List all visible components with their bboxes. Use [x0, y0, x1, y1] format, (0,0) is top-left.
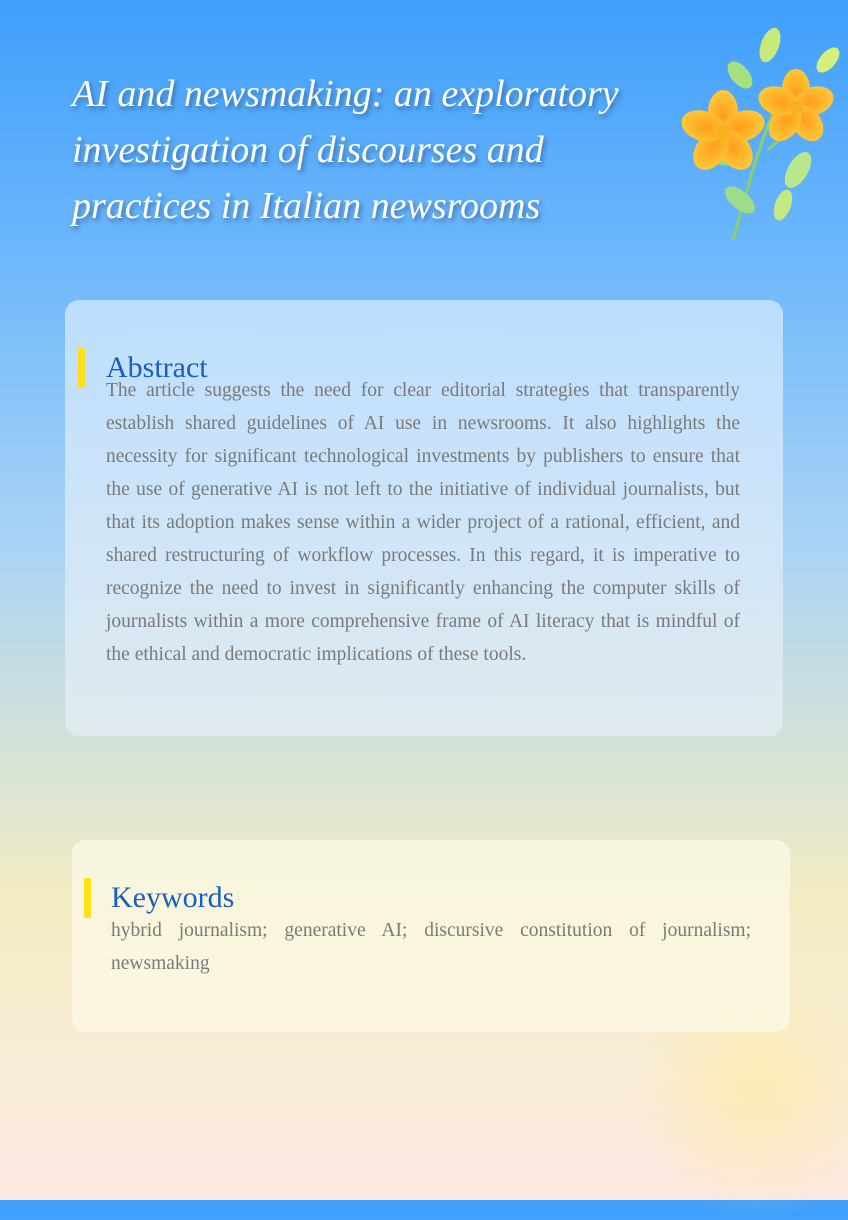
keywords-heading: Keywords	[111, 880, 235, 914]
abstract-heading: Abstract	[106, 350, 208, 384]
accent-bar	[84, 878, 91, 918]
keywords-text: hybrid journalism; generative AI; discursive constitution of journalism; newsmaking	[111, 920, 751, 974]
accent-bar	[78, 348, 85, 388]
keywords-card	[72, 840, 790, 1032]
flower-illustration	[678, 20, 848, 250]
abstract-text: The article suggests the need for clear editorial strategies that transparently establish shared guidelines of AI use in newsrooms. It also highlights the necessity for significant technological investments by publishers to ensure that the use of generative AI is not left to the initiative of individual journalists, but that its adoption makes sense within a wider project of a rational, efficient, and shared restructuring of workflow processes. In this regard, it is imperative to recognize the need to invest in significantly enhancing the computer skills of journalists within a more comprehensive frame of AI literacy that is mindful of the ethical and democratic implications of these tools.	[106, 380, 740, 665]
abstract-card	[65, 300, 783, 736]
page-title: AI and newsmaking: an exploratory investigation of discourses and practices in Italian newsrooms	[72, 73, 619, 227]
